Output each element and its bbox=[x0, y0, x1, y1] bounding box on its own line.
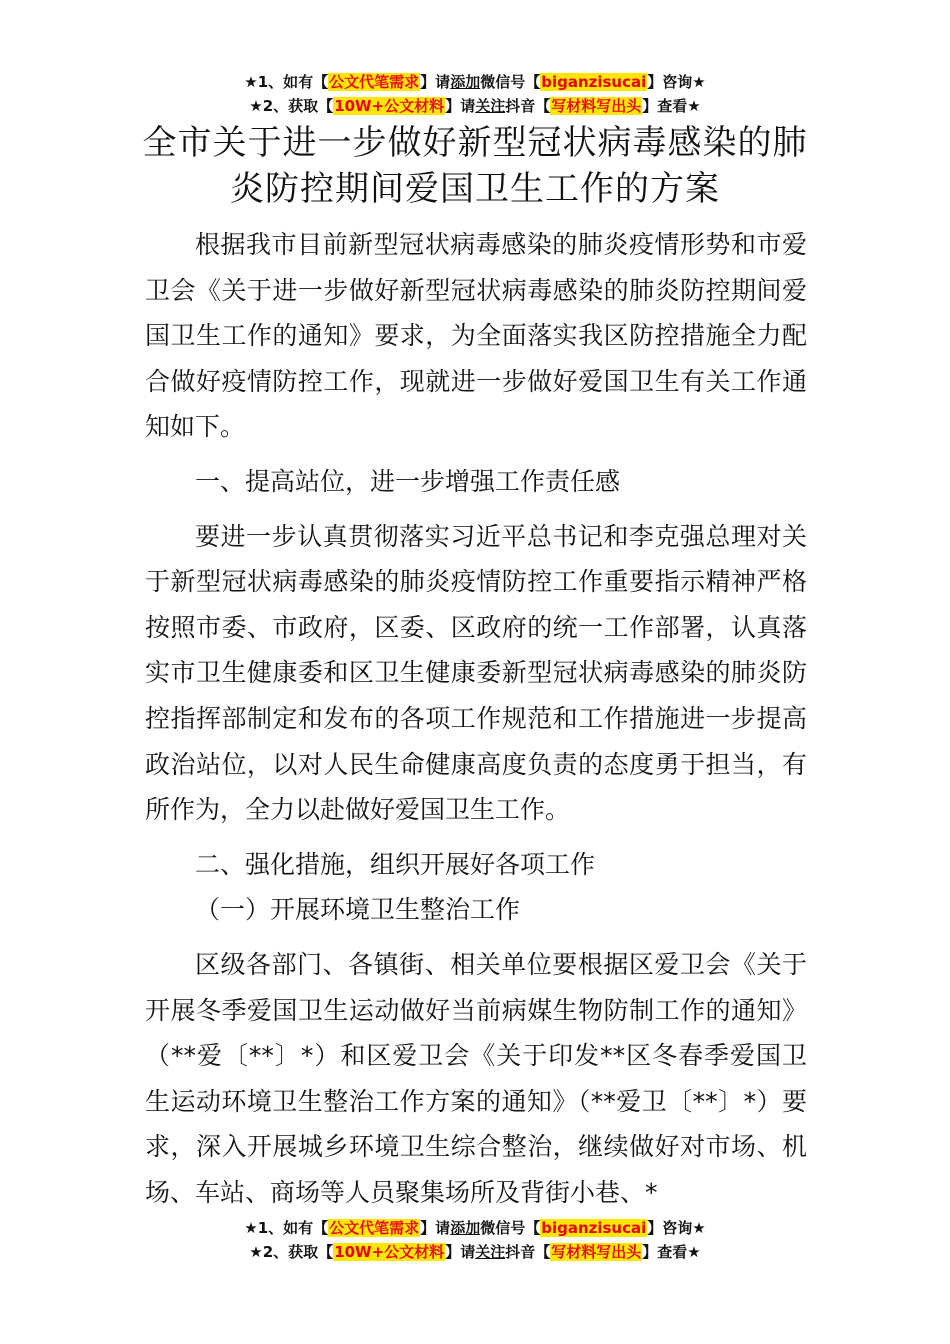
document-body bbox=[145, 222, 807, 1215]
promo-highlight: 公文代笔需求 bbox=[329, 1219, 420, 1237]
body-paragraph: 区级各部门、各镇街、相关单位要根据区爱卫会《关于开展冬季爱国卫生运动做好当前病媒生物防制工作的通知》（**爱〔**〕*）和区爱卫会《关于印发**区冬春季爱国卫生运动环境卫生整治工作方案的通知》（**爱卫〔**〕*）要求，深入开展城乡环境卫生综合整治，继续做好对市场、机场、车站、商场等人员聚集场所及背街小巷、* bbox=[145, 949, 807, 1207]
promo-highlight: 公文代笔需求 bbox=[329, 73, 420, 91]
intro-paragraph: 根据我市目前新型冠状病毒感染的肺炎疫情形势和市爱卫会《关于进一步做好新型冠状病毒感染的肺炎防控期间爱国卫生工作的通知》要求，为全面落实我区防控措施全力配合做好疫情防控工作，现就进一步做好爱国卫生有关工作通知如下。 bbox=[145, 230, 807, 442]
promo-line-1: ★1、如有【公文代笔需求】请添加微信号【biganzisucai】咨询★ bbox=[244, 1219, 706, 1237]
subsection-heading-1: （一）开展环境卫生整治工作 bbox=[195, 895, 521, 925]
promo-line-1: ★1、如有【公文代笔需求】请添加微信号【biganzisucai】咨询★ bbox=[244, 73, 706, 91]
document-title: 全市关于进一步做好新型冠状病毒感染的肺炎防控期间爱国卫生工作的方案 bbox=[142, 123, 808, 209]
section-heading-1: 一、提高站位，进一步增强工作责任感 bbox=[195, 466, 621, 496]
promo-banner-top bbox=[0, 70, 950, 118]
wechat-id-highlight: biganzisucai bbox=[541, 73, 647, 91]
promo-highlight: 10W+公文材料 bbox=[334, 1243, 445, 1261]
douyin-highlight: 写材料写出头 bbox=[551, 97, 642, 115]
body-paragraph: 要进一步认真贯彻落实习近平总书记和李克强总理对关于新型冠状病毒感染的肺炎疫情防控工作重要指示精神严格按照市委、市政府，区委、区政府的统一工作部署，认真落实市卫生健康委和区卫生健康委新型冠状病毒感染的肺炎防控指挥部制定和发布的各项工作规范和工作措施进一步提高政治站位，以对人民生命健康高度负责的态度勇于担当，有所作为，全力以赴做好爱国卫生工作。 bbox=[145, 521, 807, 825]
promo-banner-bottom bbox=[0, 1216, 950, 1264]
section-heading-2: 二、强化措施，组织开展好各项工作 bbox=[195, 849, 596, 879]
promo-line-2: ★2、获取【10W+公文材料】请关注抖音【写材料写出头】查看★ bbox=[249, 1243, 701, 1261]
promo-line-2: ★2、获取【10W+公文材料】请关注抖音【写材料写出头】查看★ bbox=[249, 97, 701, 115]
douyin-highlight: 写材料写出头 bbox=[551, 1243, 642, 1261]
wechat-id-highlight: biganzisucai bbox=[541, 1219, 647, 1237]
promo-highlight: 10W+公文材料 bbox=[334, 97, 445, 115]
